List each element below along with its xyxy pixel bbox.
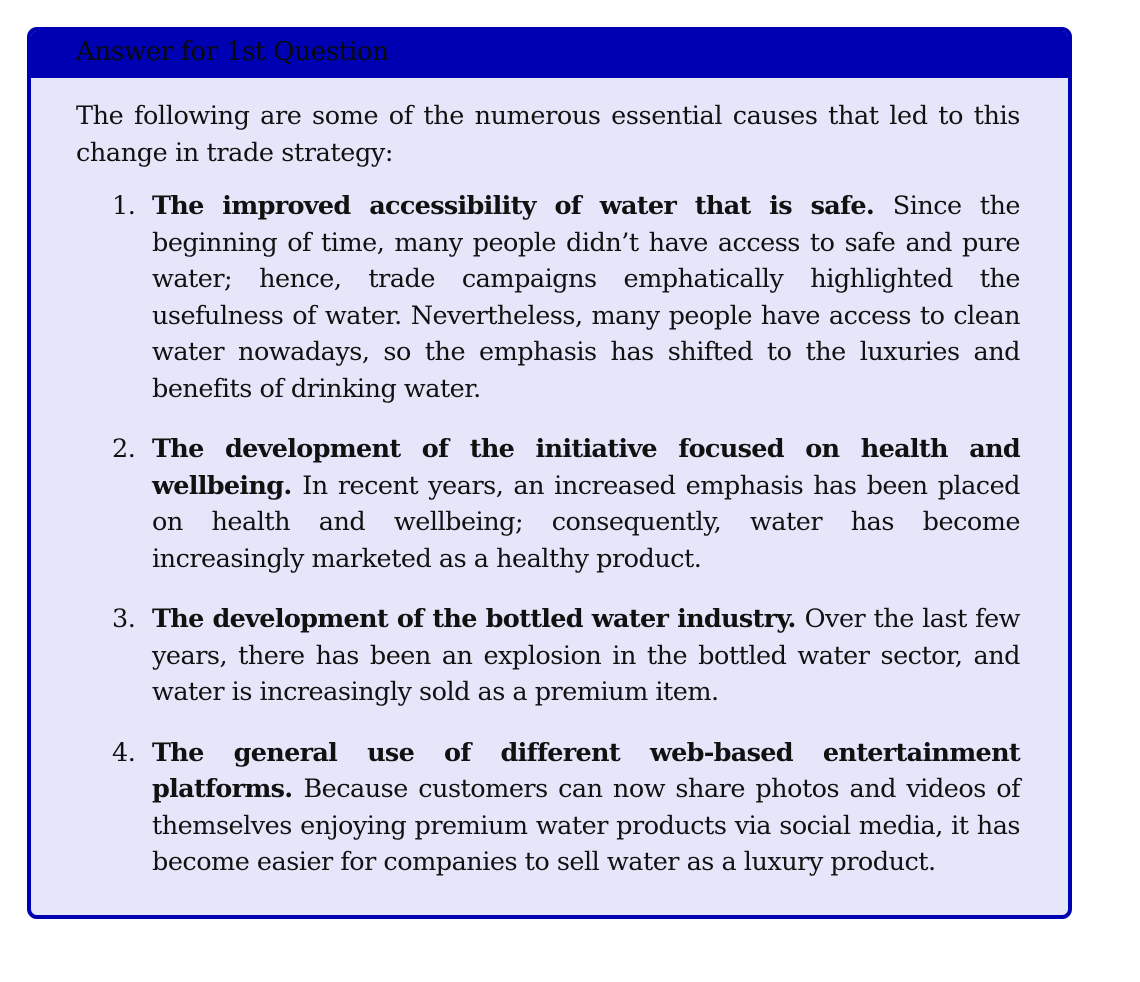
answer-box [27, 27, 1072, 919]
list-item [76, 735, 1020, 881]
list-item-number: 1. [112, 191, 136, 221]
list-item-number: 4. [112, 737, 136, 768]
list-item [76, 601, 1020, 711]
list-item-text: Because customers can now share photos and videos of themselves enjoying premium water products via social media, it has become easier for companies to sell water as a luxury product. [152, 774, 1021, 877]
list-item [76, 431, 1020, 577]
list-item-text: In recent years, an increased emphasis has been placed on health and wellbeing; consequently, water has become increasingly marketed as a healthy product. [152, 470, 1020, 574]
answer-box-body [31, 78, 1068, 881]
answer-box-title: Answer for 1st Question [76, 37, 389, 67]
list-item-text: Since the beginning of time, many people didn’t have access to safe and pure water; hence, trade campaigns emphatically highlighted the usefulness of water. Nevertheless, many people have access to clean water nowadays, so the emphasis has shifted to the luxuries and benefits of drinking water. [152, 191, 1020, 404]
intro-paragraph: The following are some of the numerous essential causes that led to this change in trade strategy: [76, 101, 1020, 168]
list-item-text: Over the last few years, there has been an explosion in the bottled water sector, and water is increasingly sold as a premium item. [152, 604, 1021, 707]
list-item-lead: The development of the initiative focused on health and wellbeing. [152, 434, 1020, 501]
list-item-lead: The development of the bottled water industry. [152, 604, 805, 634]
list-item [76, 188, 1020, 407]
list-item-number: 2. [112, 434, 136, 464]
list-item-number: 3. [112, 604, 136, 634]
list-item-lead: The improved accessibility of water that is safe. [152, 191, 893, 221]
answer-box-header [31, 31, 1068, 78]
list-item-lead: The general use of different web-based entertainment platforms. [152, 737, 1020, 804]
causes-list [76, 188, 1020, 881]
